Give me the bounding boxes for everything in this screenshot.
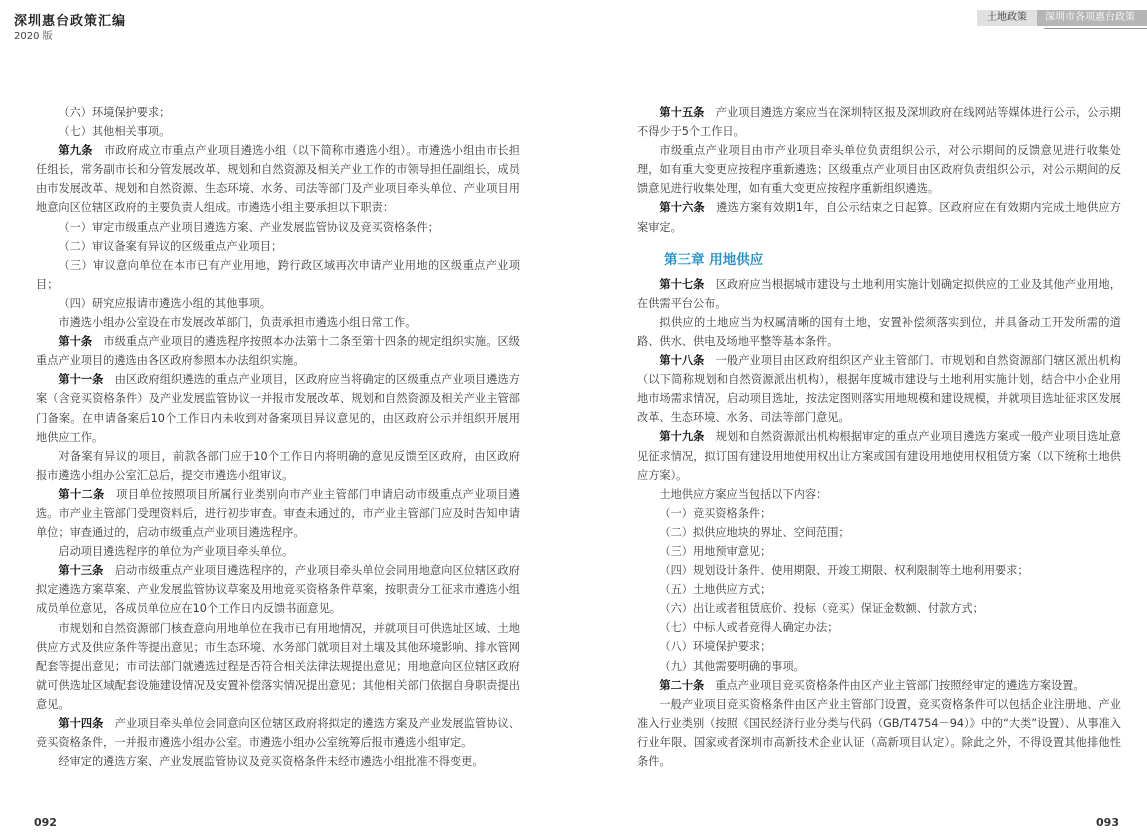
paragraph-text: （四）研究应报请市遴选小组的其他事项。 (58, 296, 271, 310)
paragraph (637, 657, 1121, 676)
paragraph-text: （五）土地供应方式； (659, 583, 772, 597)
paragraph-text: 一般产业项目竞买资格条件由区产业主管部门设置，竞买资格条件可以包括企业注册地、产业准入行业类别（按照《国民经济行业分类与代码（GB/T4754－94）》中的“大类”设置）、从事准入行业年限、国家或者深圳市高新技术企业认证（高新项目认定）。除此之外，不得设置其他排他性条件。 (637, 697, 1121, 768)
paragraph (637, 198, 1121, 236)
paragraph (36, 237, 520, 256)
paragraph-text: （七）其他相关事项。 (58, 125, 171, 139)
paragraph (637, 695, 1121, 771)
paragraph-text: 经审定的遴选方案、产业发展监管协议及竞买资格条件未经市遴选小组批准不得变更。 (58, 755, 484, 769)
paragraph-text: （一）竞买资格条件； (659, 506, 772, 520)
article-number: 第九条 (58, 144, 93, 158)
paragraph-text: 市规划和自然资源部门核查意向用地单位在我市已有用地情况，并就项目可供选址区域、土地供应方式及供应条件等提出意见；市生态环境、水务部门就项目对土壤及其他环境影响、排水管网配套等提出意见；市司法部门就遴选过程是否符合相关法律法规提出意见；用地意向区位辖区政府就可供选址区域配套设施建设情况及安置补偿落实情况提出意见；其他相关部门依据自身职责提出意见。 (36, 621, 520, 711)
article-number: 第十二条 (58, 487, 105, 501)
paragraph-text: （八）环境保护要求； (659, 640, 772, 654)
page-number-left: 092 (34, 816, 57, 829)
paragraph-text: 遴选方案有效期1年，自公示结束之日起算。区政府应在有效期内完成土地供应方案审定。 (637, 201, 1121, 234)
paragraph-text: 对备案有异议的项目，前款各部门应于10个工作日内将明确的意见反馈至区政府，由区政府报市遴选小组办公室汇总后，提交市遴选小组审议。 (36, 449, 520, 482)
paragraph (637, 561, 1121, 580)
article-number: 第十条 (58, 335, 93, 349)
paragraph (637, 523, 1121, 542)
paragraph-text: 产业项目遴选方案应当在深圳特区报及深圳政府在线网站等媒体进行公示，公示期不得少于5个工作日。 (637, 106, 1121, 139)
article-number: 第十一条 (58, 373, 104, 387)
publication-title: 深圳惠台政策汇编 (14, 14, 127, 29)
right-page-column (637, 103, 1121, 771)
paragraph-text: 市政府成立市重点产业项目遴选小组（以下简称市遴选小组）。市遴选小组由市长担任组长，常务副市长和分管发展改革、规划和自然资源及相关产业工作的市领导担任副组长，成员由市发展改革、规划和自然资源、生态环境、水务、司法等部门及产业项目牵头单位、产业项目用地意向区位辖区政府的主要负责人组成。市遴选小组主要承担以下职责： (36, 144, 520, 215)
paragraph-text: 土地供应方案应当包括以下内容： (659, 487, 828, 501)
paragraph-text: 拟供应的土地应当为权属清晰的国有土地，安置补偿须落实到位，并具备动工开发所需的道路、供水、供电及场地平整等基本条件。 (637, 315, 1121, 348)
paragraph-text: （二）审议备案有异议的区级重点产业项目； (58, 239, 283, 253)
paragraph (36, 294, 520, 313)
right-column-part-2 (637, 275, 1121, 771)
paragraph (637, 504, 1121, 523)
paragraph-text: 市级重点产业项目由市产业项目牵头单位负责组织公示，对公示期间的反馈意见进行收集处理，如有重大变更应按程序重新遴选；区级重点产业项目由区政府负责组织公示，对公示期间的反馈意见进行收集处理，如有重大变更应按程序重新组织遴选。 (637, 144, 1121, 196)
paragraph (36, 542, 520, 561)
paragraph (637, 618, 1121, 637)
paragraph-text: （三）用地预审意见； (659, 544, 772, 558)
article-number: 第十八条 (659, 354, 705, 368)
paragraph (36, 122, 520, 141)
paragraph (36, 619, 520, 714)
page-number-right: 093 (1096, 816, 1119, 829)
article-number: 第十三条 (58, 564, 104, 578)
paragraph (36, 332, 520, 370)
paragraph (637, 599, 1121, 618)
article-number: 第十六条 (659, 201, 705, 215)
section-tag-shenzhen-policies: 深圳市各项惠台政策 (1037, 10, 1147, 26)
paragraph-text: （七）中标人或者竞得人确定办法； (659, 621, 839, 635)
paragraph-text: （三）审议意向单位在本市已有产业用地，跨行政区域再次申请产业用地的区级重点产业项目； (36, 258, 520, 291)
paragraph (637, 676, 1121, 695)
paragraph (637, 351, 1121, 427)
paragraph (637, 542, 1121, 561)
paragraph-text: 一般产业项目由区政府组织区产业主管部门、市规划和自然资源部门辖区派出机构（以下简称规划和自然资源派出机构），根据年度城市建设与土地利用实施计划，结合中小企业用地市场需求情况，启动项目选址，按法定图则落实用地规模和建设规模，并就项目选址征求区发展改革、生态环境、水务、司法等部门意见。 (637, 354, 1121, 425)
paragraph-text: （二）拟供应地块的界址、空间范围； (659, 525, 850, 539)
paragraph (36, 447, 520, 485)
right-column-part-1 (637, 103, 1121, 237)
article-number: 第十五条 (659, 106, 705, 119)
paragraph (36, 370, 520, 446)
paragraph (637, 427, 1121, 484)
article-number: 第二十条 (659, 678, 705, 692)
paragraph-text: 规划和自然资源派出机构根据审定的重点产业项目遴选方案或一般产业项目选址意见征求情况，拟订国有建设用地使用权出让方案或国有建设用地使用权租赁方案（以下统称土地供应方案）。 (637, 430, 1121, 482)
paragraph (637, 275, 1121, 313)
paragraph (36, 256, 520, 294)
chapter-heading: 第三章 用地供应 (664, 251, 764, 268)
publication-year: 2020 版 (14, 31, 53, 42)
paragraph-text: 项目单位按照项目所属行业类别向市产业主管部门申请启动市级重点产业项目遴选。市产业主管部门受理资料后，进行初步审查。审查未通过的，市产业主管部门应及时告知申请单位；审查通过的，启动市级重点产业项目遴选程序。 (36, 487, 520, 540)
paragraph-text: 启动项目遴选程序的单位为产业项目牵头单位。 (58, 545, 294, 559)
paragraph-text: （六）出让或者租赁底价、投标（竞买）保证金数额、付款方式； (659, 602, 984, 616)
paragraph (637, 141, 1121, 198)
section-tags (977, 10, 1147, 26)
paragraph-text: 市级重点产业项目的遴选程序按照本办法第十二条至第十四条的规定组织实施。区级重点产业项目的遴选由各区政府参照本办法组织实施。 (36, 335, 520, 368)
paragraph (637, 313, 1121, 351)
paragraph-text: （一）审定市级重点产业项目遴选方案、产业发展监管协议及竞买资格条件； (58, 220, 439, 234)
article-number: 第十九条 (659, 430, 705, 444)
paragraph-text: 区政府应当根据城市建设与土地利用实施计划确定拟供应的工业及其他产业用地，在供需平台公布。 (637, 277, 1121, 310)
paragraph-text: （九）其他需要明确的事项。 (659, 659, 805, 673)
paragraph-text: 由区政府组织遴选的重点产业项目，区政府应当将确定的区级重点产业项目遴选方案（含竞买资格条件）及产业发展监管协议一并报市发展改革、规划和自然资源及相关产业主管部门备案。在申请备案后10个工作日内未收到对备案项目异议意见的，由区政府公示并组织开展用地供应工作。 (36, 373, 520, 444)
section-tag-land-policy: 土地政策 (977, 10, 1037, 26)
paragraph (36, 313, 520, 332)
paragraph (36, 714, 520, 752)
paragraph (36, 218, 520, 237)
article-number: 第十七条 (659, 277, 705, 291)
article-number: 第十四条 (58, 717, 104, 730)
paragraph-text: （六）环境保护要求； (58, 106, 171, 119)
paragraph-text: 产业项目牵头单位会同意向区位辖区政府将拟定的遴选方案及产业发展监管协议、竞买资格条件，一并报市遴选小组办公室。市遴选小组办公室统筹后报市遴选小组审定。 (36, 717, 520, 750)
paragraph (637, 637, 1121, 656)
paragraph (36, 561, 520, 618)
left-page-column (36, 103, 520, 771)
paragraph (637, 485, 1121, 504)
paragraph (36, 485, 520, 542)
paragraph-text: 重点产业项目竞买资格条件由区产业主管部门按照经审定的遴选方案设置。 (704, 678, 1085, 692)
header-rule (1044, 28, 1147, 29)
paragraph (36, 752, 520, 771)
paragraph-text: 启动市级重点产业项目遴选程序的，产业项目牵头单位会同用地意向区位辖区政府拟定遴选方案草案、产业发展监管协议草案及用地竞买资格条件草案，按职责分工征求市遴选小组成员单位意见，各成员单位应在10个工作日内反馈书面意见。 (36, 564, 520, 616)
paragraph-text: 市遴选小组办公室设在市发展改革部门，负责承担市遴选小组日常工作。 (58, 316, 417, 330)
paragraph-text: （四）规划设计条件、使用期限、开竣工期限、权利限制等土地利用要求； (659, 564, 1029, 578)
paragraph (36, 103, 520, 122)
paragraph (637, 580, 1121, 599)
paragraph (637, 103, 1121, 141)
paragraph (36, 141, 520, 217)
